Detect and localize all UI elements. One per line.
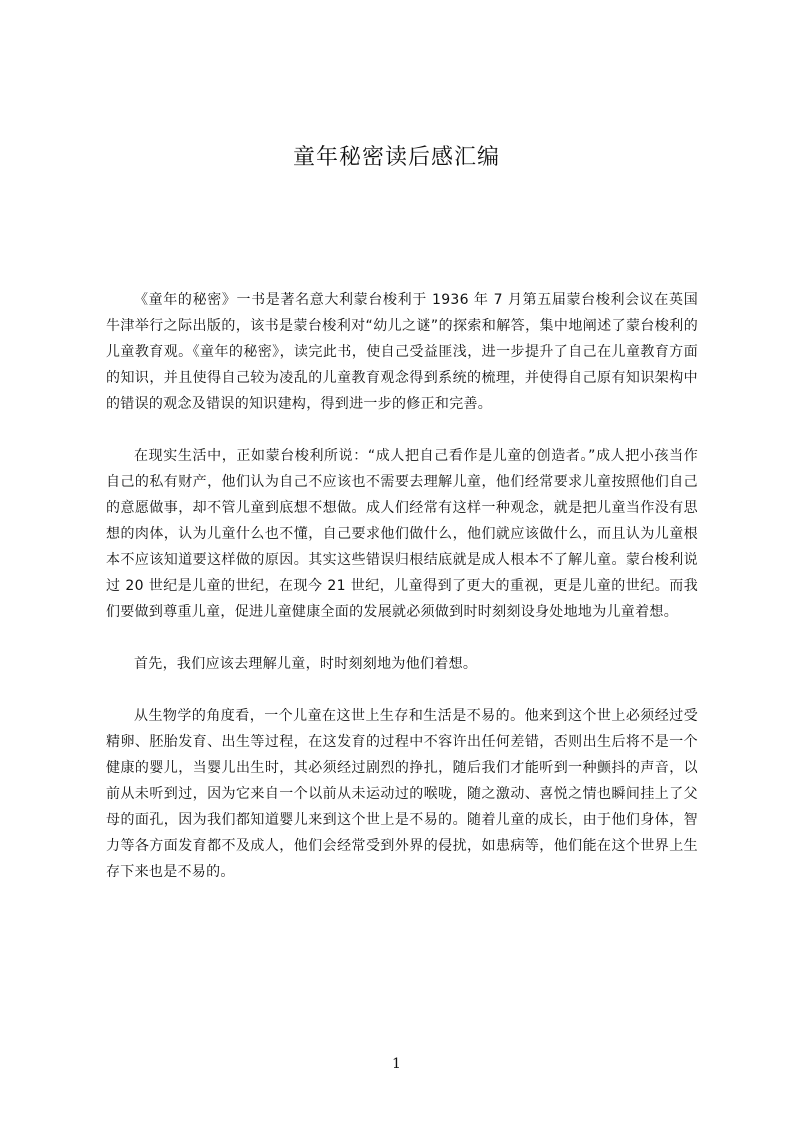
paragraph-spacer [106,625,698,651]
document-body [106,287,698,885]
paragraph-3: 首先，我们应该去理解儿童，时时刻刻地为他们着想。 [134,656,478,672]
paragraph-spacer [106,417,698,443]
paragraph-spacer [106,677,698,703]
page-number: 1 [392,1056,401,1072]
paragraph-1: 《童年的秘密》一书是著名意大利蒙台梭利于 1936 年 7 月第五届蒙台梭利会议在英国牛津举行之际出版的，该书是蒙台梭利对“幼儿之谜”的探索和解答，集中地阐述了蒙台梭利的儿童教育观。《童年的秘密》，读完此书，使自己受益匪浅，进一步提升了自己在儿童教育方面的知识，并且使得自己较为凌乱的儿童教育观念得到系统的梳理，并使得自己原有知识架构中的错误的观念及错误的知识建构，得到进一步的修正和完善。 [106,292,698,412]
paragraph-4: 从生物学的角度看，一个儿童在这世上生存和生活是不易的。他来到这个世上必须经过受精卵、胚胎发育、出生等过程，在这发育的过程中不容许出任何差错，否则出生后将不是一个健康的婴儿，当婴儿出生时，其必须经过剧烈的挣扎，随后我们才能听到一种颤抖的声音，以前从未听到过，因为它来自一个以前从未运动过的喉咙，随之激动、喜悦之情也瞬间挂上了父母的面孔，因为我们都知道婴儿来到这个世上是不易的。随着儿童的成长，由于他们身体，智力等各方面发育都不及成人，他们会经常受到外界的侵扰，如患病等，他们能在这个世界上生存下来也是不易的。 [106,708,698,880]
document-title: 童年秘密读后感汇编 [292,145,500,170]
paragraph-2: 在现实生活中，正如蒙台梭利所说：“成人把自己看作是儿童的创造者。”成人把小孩当作自己的私有财产，他们认为自己不应该也不需要去理解儿童，他们经常要求儿童按照他们自己的意愿做事，却不管儿童到底想不想做。成人们经常有这样一种观念，就是把儿童当作没有思想的肉体，认为儿童什么也不懂，自己要求他们做什么，他们就应该做什么，而且认为儿童根本不应该知道要这样做的原因。其实这些错误归根结底就是成人根本不了解儿童。蒙台梭利说过 20 世纪是儿童的世纪，在现今 21 世纪，儿童得到了更大的重视，更是儿童的世纪。而我们要做到尊重儿童，促进儿童健康全面的发展就必须做到时时刻刻设身处地地为儿童着想。 [106,448,698,620]
